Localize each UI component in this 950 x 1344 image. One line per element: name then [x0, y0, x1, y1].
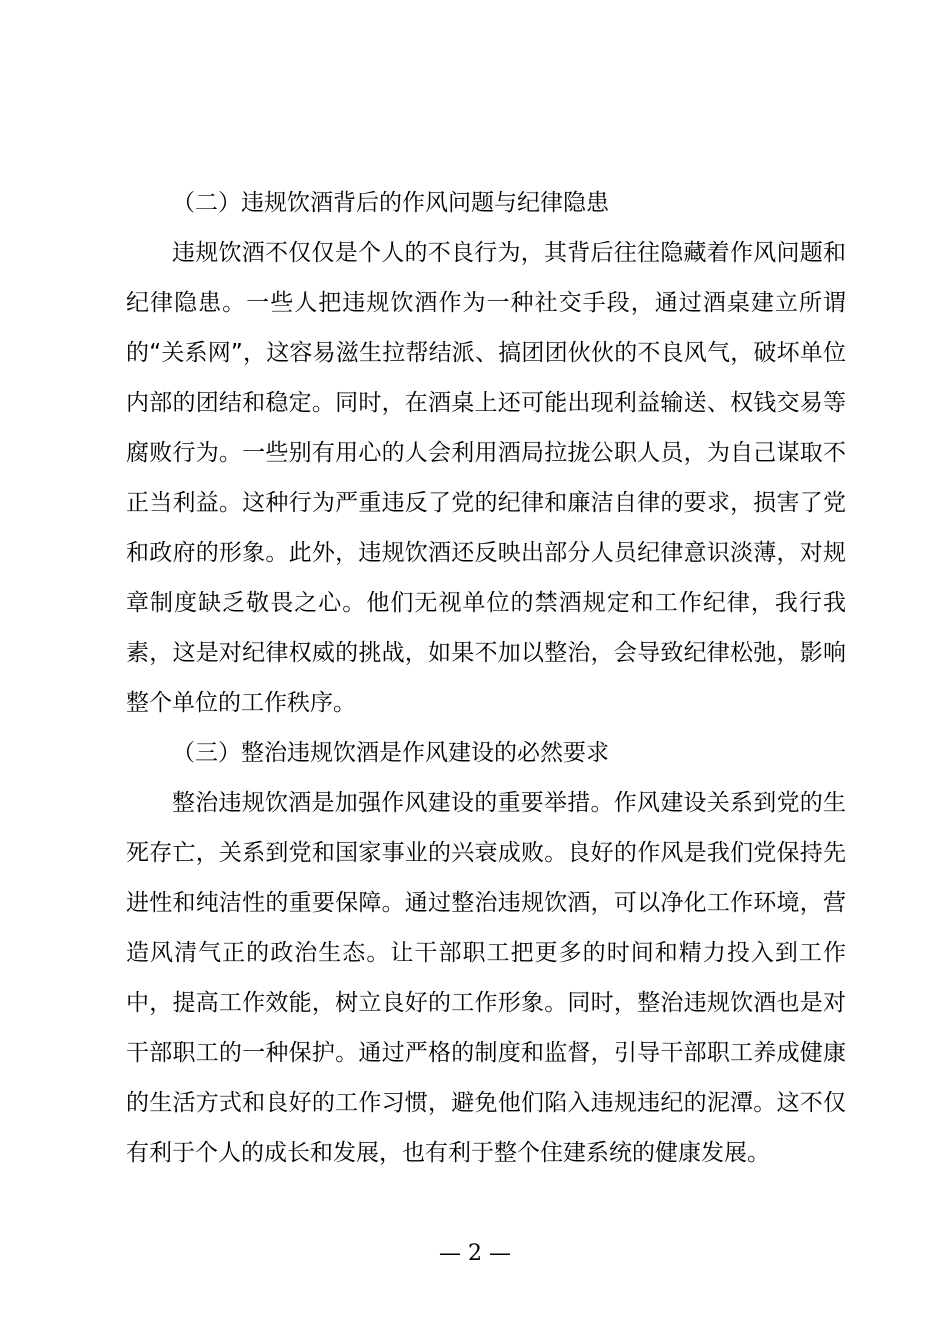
- page-number: — 2 —: [439, 1241, 511, 1266]
- section-heading-3: （三）整治违规饮酒是作风建设的必然要求: [172, 740, 609, 766]
- document-body: [126, 178, 846, 1178]
- section-paragraph-3: 整治违规饮酒是加强作风建设的重要举措。作风建设关系到党的生死存亡，关系到党和国家事业的兴衰成败。良好的作风是我们党保持先进性和纯洁性的重要保障。通过整治违规饮酒，可以净化工作环境，营造风清气正的政治生态。让干部职工把更多的时间和精力投入到工作中，提高工作效能，树立良好的工作形象。同时，整治违规饮酒也是对干部职工的一种保护。通过严格的制度和监督，引导干部职工养成健康的生活方式和良好的工作习惯，避免他们陷入违规违纪的泥潭。这不仅有利于个人的成长和发展，也有利于整个住建系统的健康发展。: [126, 790, 846, 1166]
- section-heading-2: （二）违规饮酒背后的作风问题与纪律隐患: [172, 190, 609, 216]
- section-paragraph-2: 违规饮酒不仅仅是个人的不良行为，其背后往往隐藏着作风问题和纪律隐患。一些人把违规饮酒作为一种社交手段，通过酒桌建立所谓的“关系网”，这容易滋生拉帮结派、搞团团伙伙的不良风气，破坏单位内部的团结和稳定。同时，在酒桌上还可能出现利益输送、权钱交易等腐败行为。一些别有用心的人会利用酒局拉拢公职人员，为自己谋取不正当利益。这种行为严重违反了党的纪律和廉洁自律的要求，损害了党和政府的形象。此外，违规饮酒还反映出部分人员纪律意识淡薄，对规章制度缺乏敬畏之心。他们无视单位的禁酒规定和工作纪律，我行我素，这是对纪律权威的挑战，如果不加以整治，会导致纪律松弛，影响整个单位的工作秩序。: [126, 240, 846, 716]
